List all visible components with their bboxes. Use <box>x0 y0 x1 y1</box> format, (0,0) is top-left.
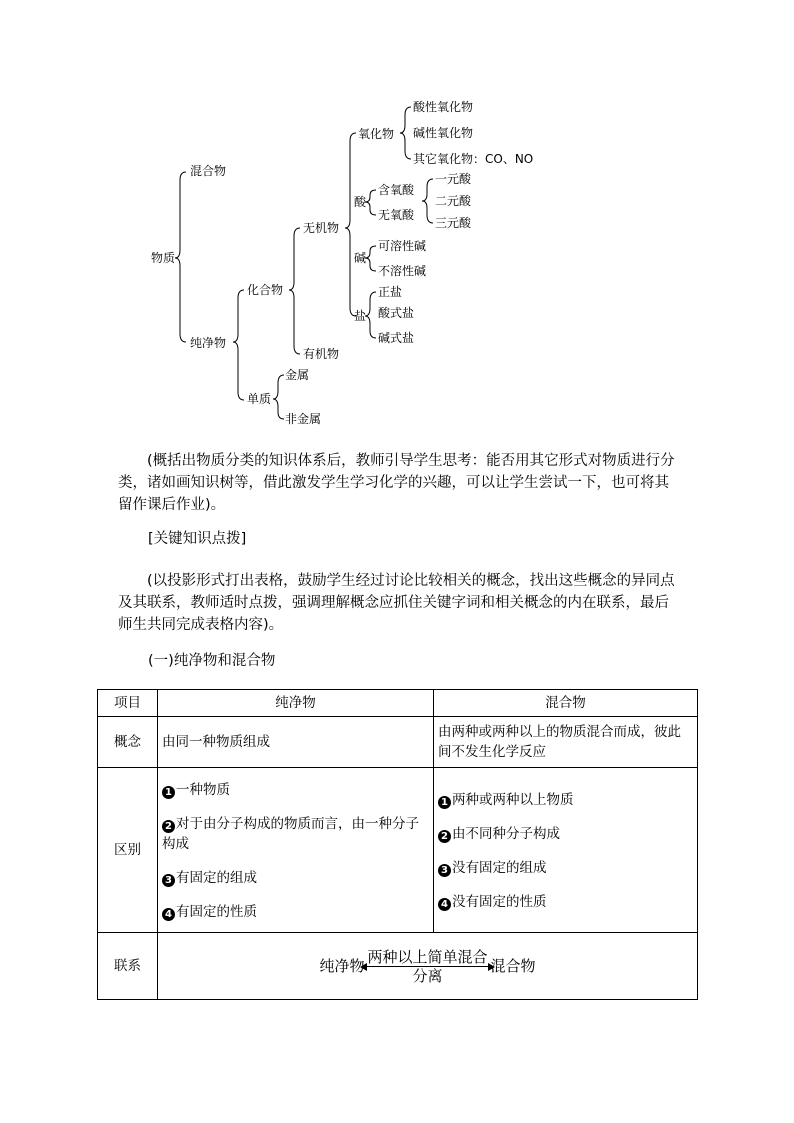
brace-base <box>365 246 376 271</box>
node-nonmetal: 非金属 <box>285 412 322 426</box>
heading-key-knowledge: [关键知识点拨] <box>148 531 247 547</box>
node-base: 碱 <box>354 251 367 265</box>
node-diacid: 二元酸 <box>435 194 472 208</box>
brace-pure <box>233 290 244 400</box>
label-relation: 联系 <box>98 933 158 1000</box>
cell-difference-mixture <box>434 768 698 933</box>
relation-equation <box>162 948 693 985</box>
node-organic: 有机物 <box>303 347 340 361</box>
brace-oxyacid <box>422 179 433 223</box>
classification-tree-diagram <box>0 0 794 440</box>
node-compound: 化合物 <box>247 283 284 297</box>
node-inorganic: 无机物 <box>303 221 340 235</box>
number-badge: 2 <box>438 830 451 843</box>
cell-concept-mixture: 由两种或两种以上的物质混合而成，彼此间不发生化学反应 <box>434 717 698 768</box>
node-soluble-base: 可溶性碱 <box>378 239 427 253</box>
cell-relation <box>158 933 698 1000</box>
brace-oxide <box>400 107 411 159</box>
node-oxide: 氧化物 <box>358 127 395 141</box>
node-root: 物质 <box>151 251 176 265</box>
arrow-label-top: 两种以上简单混合 <box>367 947 488 966</box>
number-badge: 1 <box>438 796 451 809</box>
double-arrow <box>365 948 489 985</box>
node-acidic-oxide: 酸性氧化物 <box>413 100 474 114</box>
header-mixture: 混合物 <box>434 690 698 717</box>
node-monoacid: 一元酸 <box>435 172 472 186</box>
cell-concept-pure: 由同一种物质组成 <box>158 717 434 768</box>
brace-element <box>273 375 284 419</box>
paragraph-table-intro: (以投影形式打出表格，鼓励学生经过讨论比较相关的概念，找出这些概念的异同点及其联系，教师适时点拨，强调理解概念应抓住关键字词和相关概念的内在联系，最后师生共同完成表格内容)。 <box>118 573 675 633</box>
label-concept: 概念 <box>98 717 158 768</box>
node-triacid: 三元酸 <box>435 216 472 230</box>
number-badge: 3 <box>438 864 451 877</box>
list-item: 2 由不同种分子构成 <box>438 824 693 844</box>
header-item: 项目 <box>98 690 158 717</box>
arrow-label-bottom: 分离 <box>412 966 443 985</box>
node-mixture: 混合物 <box>190 164 227 178</box>
list-item: 4 有固定的性质 <box>162 902 429 922</box>
brace-compound <box>289 228 300 354</box>
node-acid: 酸 <box>354 195 367 209</box>
heading-pure-mixture: (一)纯净物和混合物 <box>148 653 276 669</box>
relation-right: 混合物 <box>490 957 536 975</box>
number-badge: 4 <box>162 908 175 921</box>
number-badge: 4 <box>438 898 451 911</box>
node-normal-salt: 正盐 <box>378 285 403 299</box>
table-row-relation <box>98 933 698 1000</box>
node-basic-salt: 碱式盐 <box>378 331 415 345</box>
node-salt: 盐 <box>354 309 367 323</box>
brace-inorganic <box>345 133 356 316</box>
header-pure: 纯净物 <box>158 690 434 717</box>
list-item: 3 有固定的组成 <box>162 868 429 888</box>
brace-acid <box>365 190 376 215</box>
list-item: 1 一种物质 <box>162 780 429 800</box>
number-badge: 3 <box>162 874 175 887</box>
node-pure: 纯净物 <box>190 336 227 350</box>
node-anoxic-acid: 无氧酸 <box>378 208 415 222</box>
brace-salt <box>365 292 376 338</box>
node-element: 单质 <box>247 392 272 406</box>
node-insoluble-base: 不溶性碱 <box>378 264 427 278</box>
label-difference: 区别 <box>98 768 158 933</box>
node-metal: 金属 <box>285 368 310 382</box>
table-header-row <box>98 690 698 717</box>
node-basic-oxide: 碱性氧化物 <box>413 126 474 140</box>
table-row-concept <box>98 717 698 768</box>
relation-left: 纯净物 <box>319 957 365 975</box>
number-badge: 1 <box>162 786 175 799</box>
paragraph-summary: (概括出物质分类的知识体系后，教师引导学生思考：能否用其它形式对物质进行分类，诸如画知识树等，借此激发学生学习化学的兴趣，可以让学生尝试一下，也可将其留作课后作业)。 <box>118 453 675 513</box>
node-acid-salt: 酸式盐 <box>378 306 415 320</box>
list-item: 3 没有固定的组成 <box>438 858 693 878</box>
table-row-difference <box>98 768 698 933</box>
cell-difference-pure <box>158 768 434 933</box>
list-item: 1 两种或两种以上物质 <box>438 790 693 810</box>
number-badge: 2 <box>162 820 175 833</box>
list-item: 2 对于由分子构成的物质而言，由一种分子构成 <box>162 816 419 852</box>
list-item: 4 没有固定的性质 <box>438 892 693 912</box>
node-other-oxide: 其它氧化物：CO、NO <box>413 152 534 166</box>
brace-root <box>175 172 186 342</box>
node-oxyacid: 含氧酸 <box>378 183 415 197</box>
comparison-table <box>97 689 698 1000</box>
